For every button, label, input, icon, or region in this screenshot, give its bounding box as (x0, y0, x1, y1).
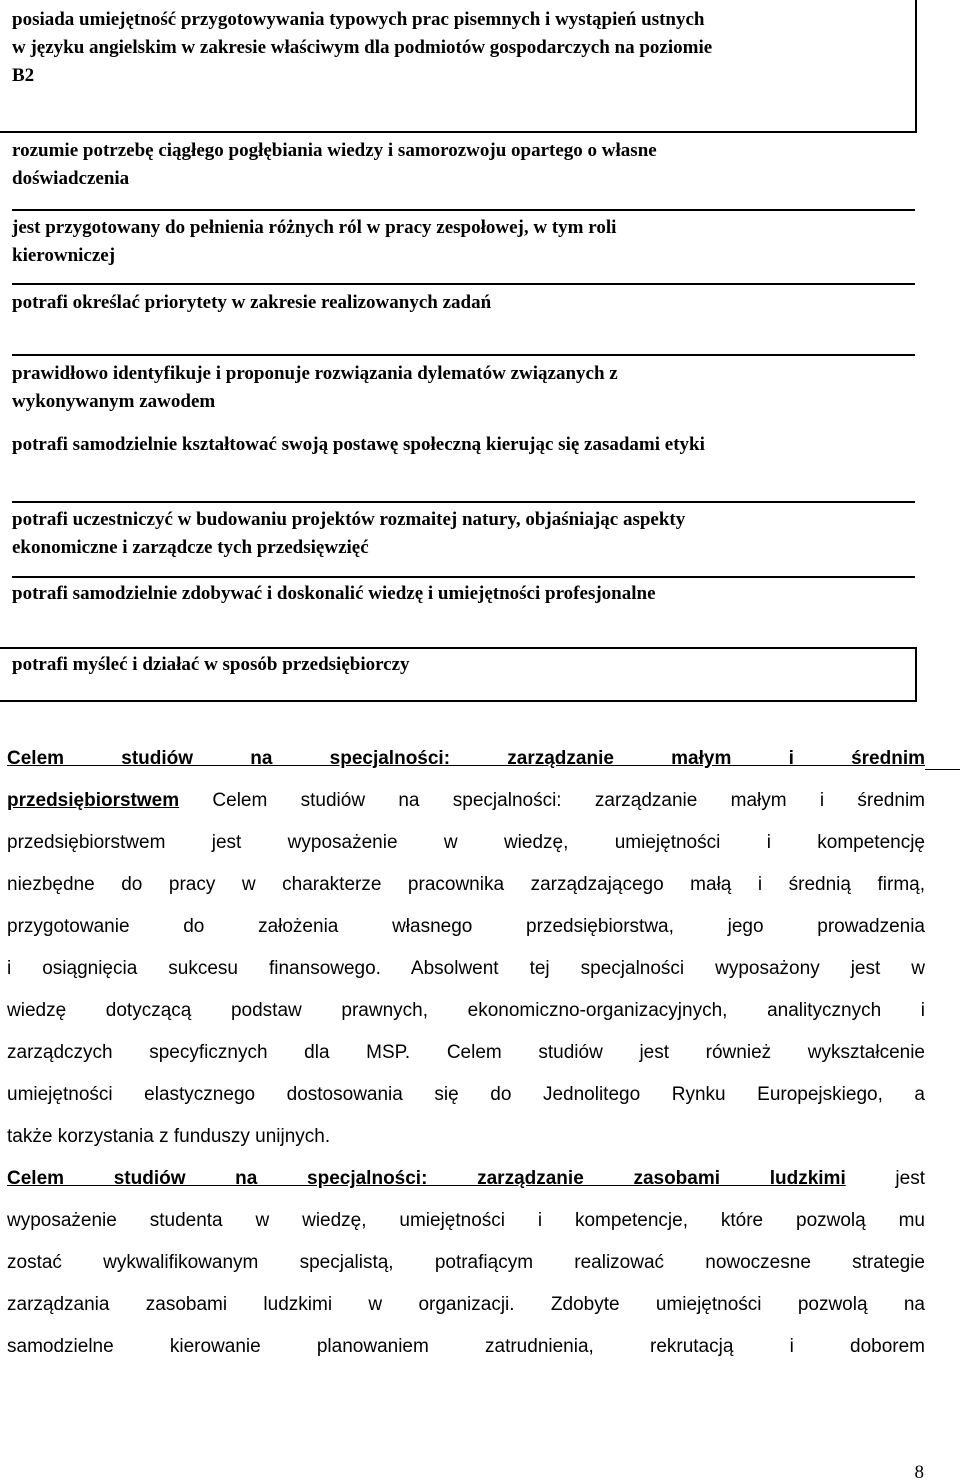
specialization-paragraph-line (7, 998, 925, 1024)
heading-underline-tail (925, 769, 960, 770)
specialization-paragraph-line (7, 1334, 925, 1360)
paragraph-text: zarządczych specyficznych dla MSP. Celem studiów jest również wykształcenie (7, 1042, 925, 1063)
paragraph-text: Celem studiów na specjalności: zarządzanie małym i średnim (212, 790, 925, 811)
row-divider (12, 354, 915, 356)
item-line: rozumie potrzebę ciągłego pogłębiania wiedzy i samorozwoju opartego o własne (12, 140, 657, 161)
item-line: ekonomiczne i zarządcze tych przedsięwzięć (12, 537, 369, 558)
specialization-heading-cont: przedsiębiorstwem (7, 790, 180, 811)
row-divider (12, 283, 915, 285)
learning-outcome-item (12, 431, 907, 459)
item-line: jest przygotowany do pełnienia różnych ról w pracy zespołowej, w tym roli (12, 217, 617, 238)
paragraph-text: niezbędne do pracy w charakterze pracownika zarządzającego małą i średnią firmą, (7, 874, 925, 895)
learning-outcome-item (12, 360, 907, 416)
paragraph-text: wiedzę dotyczącą podstaw prawnych, ekonomiczno-organizacyjnych, analitycznych i (7, 1000, 925, 1021)
learning-outcome-item (12, 6, 907, 90)
specialization-paragraph-line (7, 1292, 925, 1318)
specialization-paragraph-line (7, 830, 925, 856)
learning-outcome-item (12, 506, 907, 562)
paragraph-text: samodzielne kierowanie planowaniem zatrudnienia, rekrutacją i doborem (7, 1336, 925, 1357)
specialization-paragraph-line (7, 1082, 925, 1108)
item-line: posiada umiejętność przygotowywania typowych prac pisemnych i wystąpień ustnych (12, 9, 705, 30)
specialization-heading-line (7, 1166, 925, 1192)
item-line: potrafi myśleć i działać w sposób przedsiębiorczy (12, 654, 410, 675)
item-line: wykonywanym zawodem (12, 391, 216, 412)
item-line: potrafi samodzielnie zdobywać i doskonalić wiedzę i umiejętności profesjonalne (12, 583, 656, 604)
specialization-paragraph-line (7, 1208, 925, 1234)
paragraph-text: zarządzania zasobami ludzkimi w organizacji. Zdobyte umiejętności pozwolą na (7, 1294, 925, 1315)
item-line: kierowniczej (12, 245, 116, 266)
specialization-paragraph-line (7, 956, 925, 982)
paragraph-text: wyposażenie studenta w wiedzę, umiejętności i kompetencje, które pozwolą mu (7, 1210, 925, 1231)
paragraph-text: także korzystania z funduszy unijnych. (7, 1126, 331, 1147)
item-line: B2 (12, 65, 35, 86)
specialization-heading-line (7, 746, 925, 772)
item-line: prawidłowo identyfikuje i proponuje rozwiązania dylematów związanych z (12, 363, 618, 384)
item-line: potrafi uczestniczyć w budowaniu projektów rozmaitej natury, objaśniając aspekty (12, 509, 686, 530)
learning-outcome-item (12, 289, 907, 317)
specialization-paragraph-line (7, 788, 925, 814)
row-divider (12, 501, 915, 503)
specialization-paragraph-line (7, 1040, 925, 1066)
item-line: doświadczenia (12, 168, 130, 189)
specialization-paragraph-line (7, 1250, 925, 1276)
learning-outcome-item (12, 137, 907, 193)
item-line: potrafi samodzielnie kształtować swoją postawę społeczną kierując się zasadami etyki (12, 434, 705, 455)
paragraph-text: jest (895, 1168, 925, 1189)
item-line: potrafi określać priorytety w zakresie realizowanych zadań (12, 292, 492, 313)
learning-outcome-item (12, 214, 907, 270)
page-number: 8 (914, 1462, 924, 1483)
specialization-heading: Celem studiów na specjalności: zarządzanie zasobami ludzkimi (7, 1168, 846, 1189)
item-line: w języku angielskim w zakresie właściwym dla podmiotów gospodarczych na poziomie (12, 37, 713, 58)
learning-outcome-item (12, 580, 907, 608)
specialization-heading: Celem studiów na specjalności: zarządzanie małym i średnim (7, 748, 925, 769)
paragraph-text: przygotowanie do założenia własnego przedsiębiorstwa, jego prowadzenia (7, 916, 925, 937)
specialization-paragraph-line (7, 872, 925, 898)
paragraph-text: przedsiębiorstwem jest wyposażenie w wiedzę, umiejętności i kompetencję (7, 832, 925, 853)
row-divider (12, 209, 915, 211)
learning-outcome-item (12, 651, 907, 679)
specialization-paragraph-line (7, 1124, 925, 1150)
specialization-paragraph-line (7, 914, 925, 940)
paragraph-text: i osiągnięcia sukcesu finansowego. Absolwent tej specjalności wyposażony jest w (7, 958, 925, 979)
paragraph-text: umiejętności elastycznego dostosowania się do Jednolitego Rynku Europejskiego, a (7, 1084, 925, 1105)
paragraph-text: zostać wykwalifikowanym specjalistą, potrafiącym realizować nowoczesne strategie (7, 1252, 925, 1273)
row-divider (12, 576, 915, 578)
